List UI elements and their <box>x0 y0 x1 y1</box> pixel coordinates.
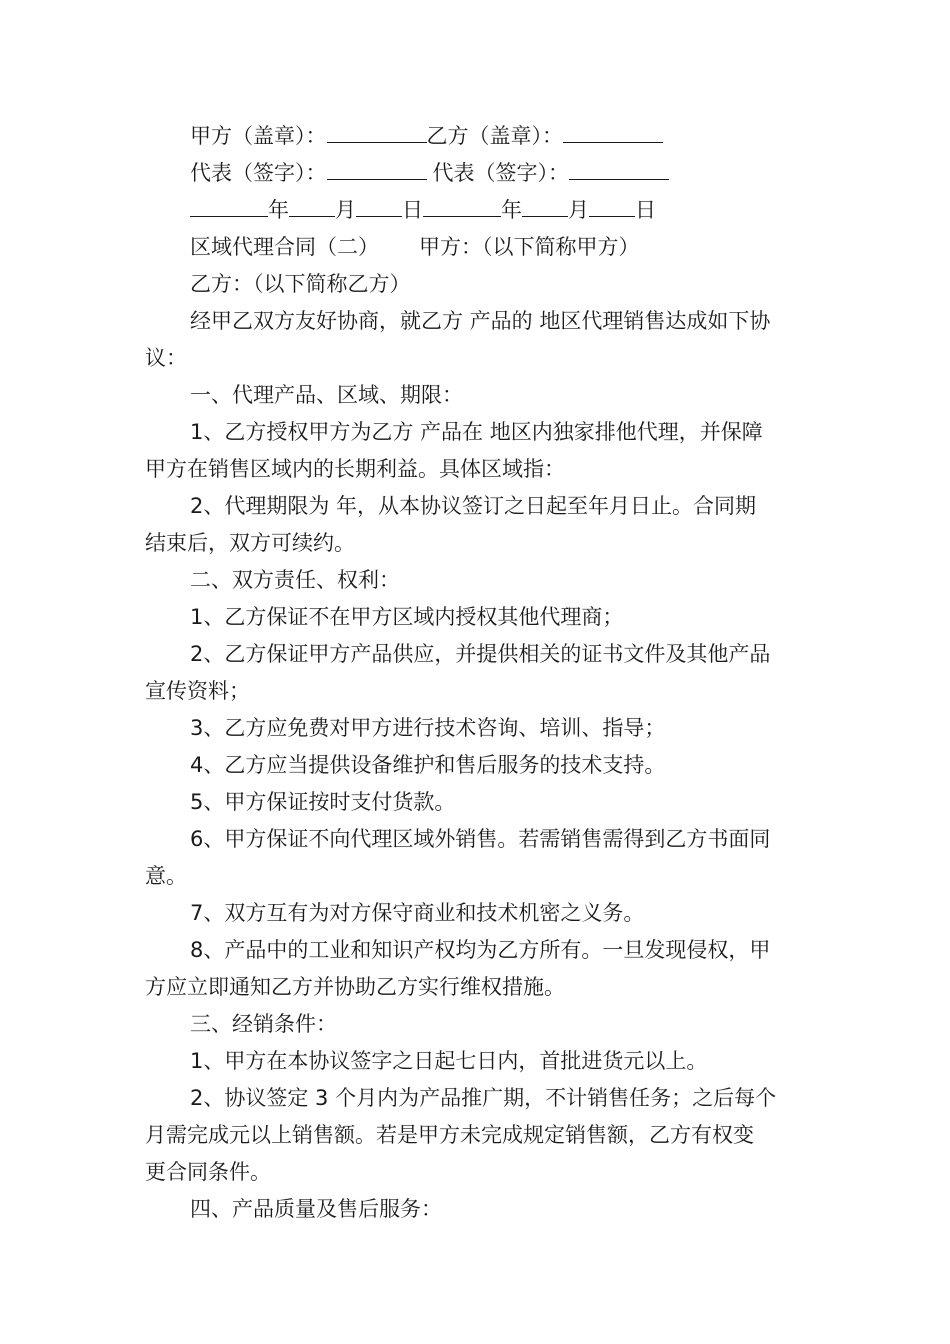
section-1-item-1: 1、乙方授权甲方为乙方 产品在 地区内独家排他代理，并保障 <box>190 420 763 444</box>
section-3-item-2-cont-2: 更合同条件。 <box>145 1160 271 1184</box>
rep-a-sign-label: 代表（签字）： <box>190 161 327 185</box>
date-line <box>145 192 815 229</box>
party-a-seal-label: 甲方（盖章）： <box>190 124 327 148</box>
rep-b-sign-blank <box>569 159 669 180</box>
day-b-blank <box>589 196 635 217</box>
year-a-label: 年 <box>268 198 289 222</box>
year-b-label: 年 <box>501 198 522 222</box>
party-b-intro: 乙方：（以下简称乙方） <box>190 272 411 296</box>
contract-body <box>145 118 815 1228</box>
section-1-item-2-cont: 结束后，双方可续约。 <box>145 531 355 555</box>
party-a-intro: 甲方：（以下简称甲方） <box>419 235 640 259</box>
intro-paragraph: 经甲乙双方友好协商，就乙方 产品的 地区代理销售达成如下协 <box>190 309 771 333</box>
party-b-seal-blank <box>563 122 663 143</box>
section-2-item-1: 1、乙方保证不在甲方区域内授权其他代理商； <box>190 605 624 629</box>
intro-paragraph-cont: 议： <box>145 346 187 370</box>
section-2-item-8: 8、产品中的工业和知识产权均为乙方所有。一旦发现侵权，甲 <box>190 938 771 962</box>
sign-line <box>145 155 815 192</box>
day-a-blank <box>356 196 402 217</box>
section-1-item-2: 2、代理期限为 年，从本协议签订之日起至年月日止。合同期 <box>190 494 757 518</box>
section-2-item-2-cont: 宣传资料； <box>145 679 250 703</box>
party-a-seal-blank <box>327 122 427 143</box>
section-2-item-6: 6、甲方保证不向代理区域外销售。若需销售需得到乙方书面同 <box>190 827 771 851</box>
section-2-heading: 二、双方责任、权利： <box>190 568 400 592</box>
section-2-item-5: 5、甲方保证按时支付货款。 <box>190 790 456 814</box>
party-b-seal-label: 乙方（盖章）： <box>426 124 563 148</box>
section-3-heading: 三、经销条件： <box>190 1012 337 1036</box>
month-b-blank <box>522 196 568 217</box>
section-2-item-4: 4、乙方应当提供设备维护和售后服务的技术支持。 <box>190 753 666 777</box>
rep-a-sign-blank <box>327 159 427 180</box>
title-line <box>145 229 815 266</box>
year-a-blank <box>190 196 268 217</box>
section-3-item-2-cont: 月需完成元以上销售额。若是甲方未完成规定销售额，乙方有权变 <box>145 1123 754 1147</box>
section-2-item-6-cont: 意。 <box>145 864 187 888</box>
section-2-item-7: 7、双方互有为对方保守商业和技术机密之义务。 <box>190 901 645 925</box>
section-3-item-1: 1、甲方在本协议签字之日起七日内，首批进货元以上。 <box>190 1049 708 1073</box>
day-a-label: 日 <box>402 198 423 222</box>
year-b-blank <box>423 196 501 217</box>
day-b-label: 日 <box>635 198 656 222</box>
contract-title: 区域代理合同（二） <box>190 235 379 259</box>
section-2-item-2: 2、乙方保证甲方产品供应，并提供相关的证书文件及其他产品 <box>190 642 771 666</box>
month-a-label: 月 <box>335 198 356 222</box>
section-4-heading: 四、产品质量及售后服务： <box>190 1197 442 1221</box>
section-3-item-2: 2、协议签定 3 个月内为产品推广期，不计销售任务；之后每个 <box>190 1086 777 1110</box>
section-2-item-8-cont: 方应立即通知乙方并协助乙方实行维权措施。 <box>145 975 565 999</box>
section-1-heading: 一、代理产品、区域、期限： <box>190 383 463 407</box>
rep-b-sign-label: 代表（签字）： <box>432 161 569 185</box>
month-a-blank <box>289 196 335 217</box>
seal-line <box>145 118 815 155</box>
section-1-item-1-cont: 甲方在销售区域内的长期利益。具体区域指： <box>145 457 565 481</box>
section-2-item-3: 3、乙方应免费对甲方进行技术咨询、培训、指导； <box>190 716 666 740</box>
month-b-label: 月 <box>568 198 589 222</box>
